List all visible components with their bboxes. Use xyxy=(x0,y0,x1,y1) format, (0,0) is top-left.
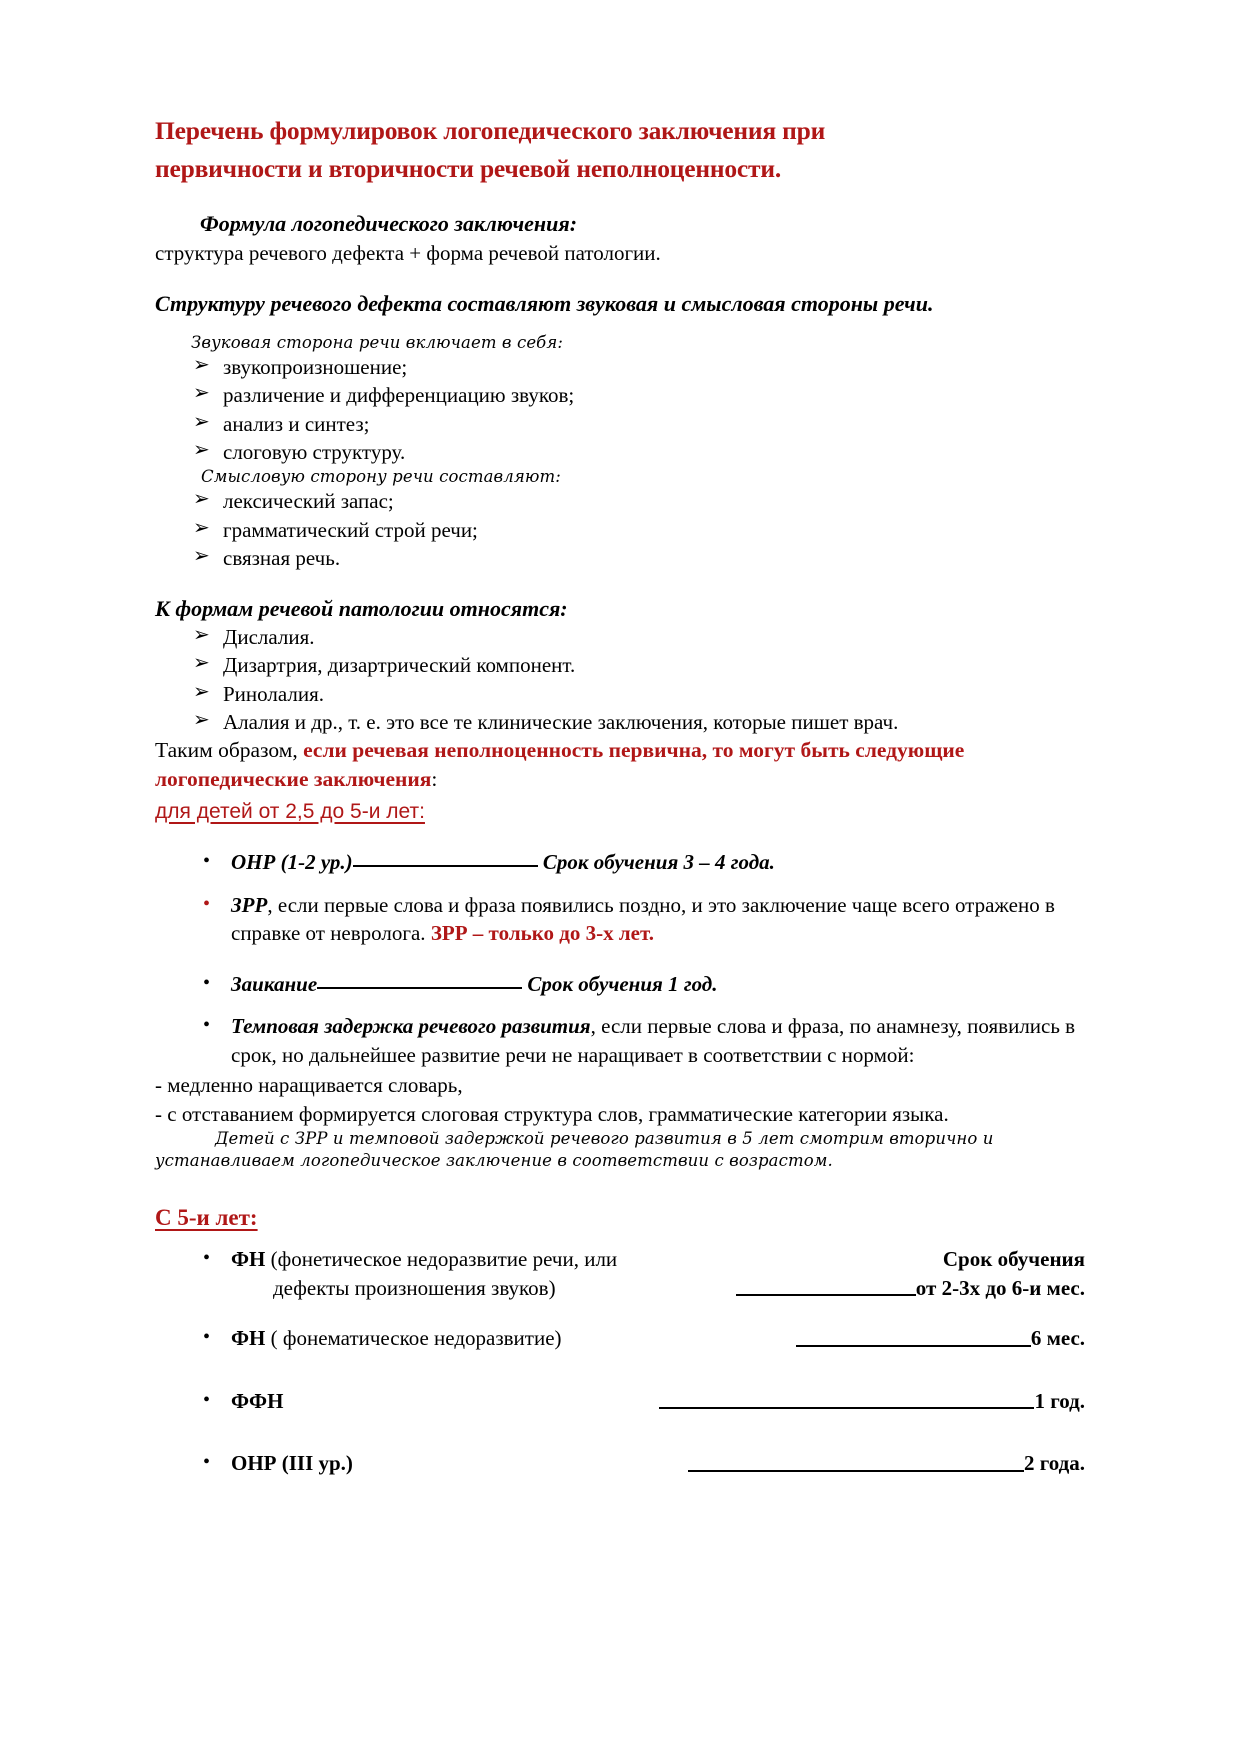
dot-bullet-icon: • xyxy=(203,1388,211,1411)
list-item xyxy=(155,970,1085,999)
fill-in-rule xyxy=(353,865,538,867)
list-item-label: Дизартрия, дизартрический компонент. xyxy=(223,653,576,678)
term-label: Заикание xyxy=(231,971,318,996)
list-item-label: связная речь. xyxy=(223,545,341,570)
list-item xyxy=(155,1012,1085,1069)
list-item-label: Ринолалия. xyxy=(223,681,324,706)
term-desc: (фонетическое недоразвитие речи, или xyxy=(265,1247,618,1272)
list-item-label: лексический запас; xyxy=(223,489,394,514)
structure-heading-text: Структуру речевого дефекта составляют звуковая и смысловая стороны речи. xyxy=(155,290,934,316)
list-item-label: слоговую структуру. xyxy=(223,439,406,464)
list-item xyxy=(155,1245,1085,1302)
list-item xyxy=(155,848,1085,877)
fill-in-rule xyxy=(736,1294,916,1296)
term-row-top xyxy=(231,1245,1085,1274)
script-note-line-2: устанавливаем логопедическое заключение в соответствии с возрастом. xyxy=(155,1150,833,1170)
term-label: Темповая задержка речевого развития xyxy=(231,1014,591,1039)
list-item-label: Дислалия. xyxy=(223,625,315,650)
term-row xyxy=(231,1324,1085,1353)
conclusion-tail: : xyxy=(431,767,438,792)
meaning-side-heading: Смысловую сторону речи составляют: xyxy=(201,467,561,487)
dash-line: - с отставанием формируется слоговая структура слов, грамматические категории языка. xyxy=(155,1101,949,1126)
term-text xyxy=(231,1387,659,1416)
fill-in-rule xyxy=(317,987,522,989)
arrow-bullet-icon: ➢ xyxy=(193,652,210,675)
dot-bullet-icon: • xyxy=(203,971,211,994)
list-item xyxy=(155,623,1085,651)
term-label: ФН xyxy=(231,1247,266,1272)
list-item-label: Алалия и др., т. е. это все те клинические заключения, которые пишет врач. xyxy=(223,709,899,734)
list-item xyxy=(155,1449,1085,1478)
duration-label: 1 год. xyxy=(1034,1388,1086,1413)
duration-label: 2 года. xyxy=(1023,1451,1085,1476)
dot-bullet-icon: • xyxy=(203,1014,211,1037)
list-item xyxy=(155,438,1085,466)
list-item xyxy=(155,651,1085,679)
from-five-heading: С 5-и лет: xyxy=(155,1205,258,1231)
term-desc: дефекты произношения звуков) xyxy=(273,1275,556,1300)
list-item xyxy=(155,708,1085,736)
list-item xyxy=(155,1324,1085,1353)
arrow-bullet-icon: ➢ xyxy=(193,354,210,377)
term-note: ЗРР – только до 3-х лет. xyxy=(430,921,654,946)
dot-bullet-icon: • xyxy=(203,1451,211,1474)
document-content xyxy=(155,112,1085,1478)
pathology-list xyxy=(155,623,1085,736)
structure-heading xyxy=(155,289,1085,318)
duration-label: от 2-3х до 6-и мес. xyxy=(915,1275,1085,1300)
list-item-label: грамматический строй речи; xyxy=(223,517,478,542)
fill-in-rule xyxy=(659,1407,1035,1409)
term-row xyxy=(231,1387,1085,1416)
script-note-line-1: Детей с ЗРР и темповой задержкой речевого развития в 5 лет смотрим вторично и xyxy=(215,1129,994,1149)
arrow-bullet-icon: ➢ xyxy=(193,708,210,731)
list-item xyxy=(155,1387,1085,1416)
from-five-list xyxy=(155,1245,1085,1478)
term-row xyxy=(231,1449,1085,1478)
term-desc: ( фонематическое недоразвитие) xyxy=(265,1326,562,1351)
arrow-bullet-icon: ➢ xyxy=(193,544,210,567)
term-label: ОНР (1-2 ур.) xyxy=(231,850,353,874)
formula-text: структура речевого дефекта + форма речевой патологии. xyxy=(155,240,661,265)
term-text xyxy=(231,1449,688,1478)
age-range-list xyxy=(155,848,1085,1069)
list-item xyxy=(155,891,1085,948)
formula-heading: Формула логопедического заключения: xyxy=(200,211,578,237)
dot-bullet-icon: • xyxy=(203,1326,211,1349)
list-item xyxy=(155,680,1085,708)
arrow-bullet-icon: ➢ xyxy=(193,488,210,511)
term-text xyxy=(231,1324,796,1353)
term-label: ОНР (III ур.) xyxy=(231,1451,353,1476)
term-text xyxy=(231,1245,780,1274)
list-item xyxy=(155,381,1085,409)
age-range-heading: для детей от 2,5 до 5-и лет: xyxy=(155,799,425,823)
pathology-heading: К формам речевой патологии относятся: xyxy=(155,596,568,622)
dash-line: - медленно наращивается словарь, xyxy=(155,1073,463,1098)
duration-label: Срок обучения xyxy=(942,1247,1086,1272)
sound-side-heading: Звуковая сторона речи включает в себя: xyxy=(191,332,564,352)
term-label: ФФН xyxy=(231,1388,284,1413)
list-item xyxy=(155,353,1085,381)
fill-in-rule xyxy=(796,1345,1031,1347)
arrow-bullet-icon: ➢ xyxy=(193,410,210,433)
duration-label: Срок обучения 1 год. xyxy=(527,971,718,996)
arrow-bullet-icon: ➢ xyxy=(193,624,210,647)
conclusion-highlight: если речевая неполноценность первична, то могут быть следующие логопедические заключения xyxy=(155,738,965,792)
meaning-side-list xyxy=(155,487,1085,572)
age-range-heading-wrap xyxy=(155,797,1085,826)
dot-bullet-icon: • xyxy=(203,850,211,872)
dot-bullet-icon: • xyxy=(203,1247,211,1270)
fill-in-rule xyxy=(688,1470,1024,1472)
from-five-heading-wrap xyxy=(155,1205,1085,1231)
term-body: , если первые слова и фраза, по анамнезу, появились в срок, но дальнейшее развитие речи не наращивает в соответствии с нормой: xyxy=(231,1014,1076,1067)
list-item-label: анализ и синтез; xyxy=(223,411,370,436)
duration-label: 6 мес. xyxy=(1030,1326,1086,1351)
dot-bullet-icon: • xyxy=(203,892,211,915)
arrow-bullet-icon: ➢ xyxy=(193,516,210,539)
list-item-label: звукопроизношение; xyxy=(223,355,408,380)
page-title: Перечень формулировок логопедического заключения при первичности и вторичности речевой неполноценности. xyxy=(155,116,826,183)
term-row-bottom xyxy=(231,1274,1085,1303)
list-item xyxy=(155,544,1085,572)
list-item xyxy=(155,487,1085,515)
list-item-label: различение и дифференциацию звуков; xyxy=(223,383,575,408)
term-body: , если первые слова и фраза появились поздно, и это заключение чаще всего отражено в справке от невролога. xyxy=(231,892,1055,946)
conclusion-lead: Таким образом, xyxy=(155,738,304,763)
arrow-bullet-icon: ➢ xyxy=(193,382,210,405)
list-item xyxy=(155,410,1085,438)
term-label: ЗРР xyxy=(231,892,268,917)
arrow-bullet-icon: ➢ xyxy=(193,680,210,703)
conclusion-paragraph xyxy=(155,736,1085,794)
list-item xyxy=(155,516,1085,544)
duration-label: Срок обучения 3 – 4 года. xyxy=(542,850,775,874)
sound-side-list xyxy=(155,353,1085,466)
term-label: ФН xyxy=(231,1326,266,1351)
arrow-bullet-icon: ➢ xyxy=(193,438,210,461)
